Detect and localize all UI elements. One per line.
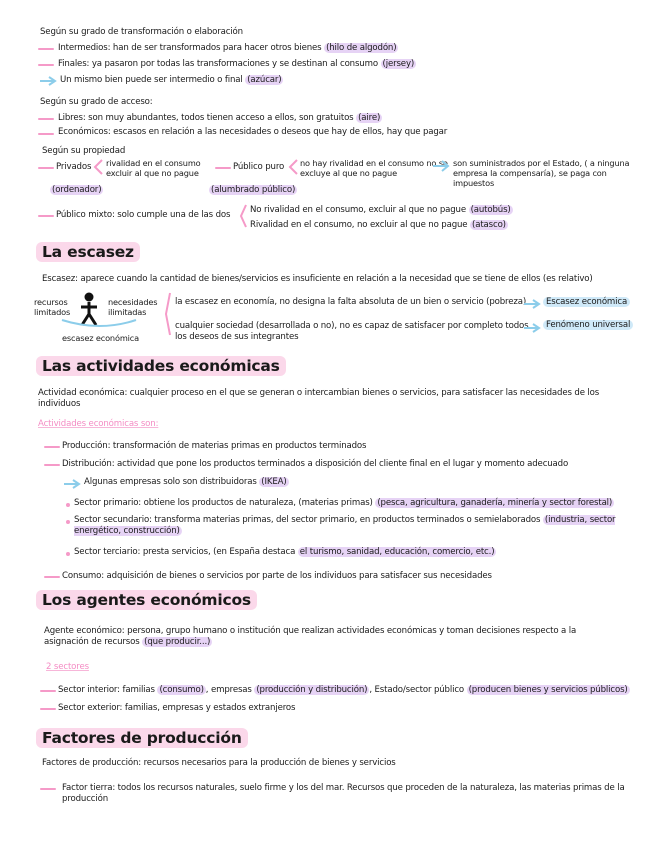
label-privados: Privados xyxy=(56,162,92,172)
actividades-subheading: Actividades económicas son: xyxy=(38,419,159,429)
item-sector-exterior: Sector exterior: familias, empresas y estados extranjeros xyxy=(58,703,296,713)
item-sector-interior: Sector interior: familias (consumo) , empresas (producción y distribución) , Estado/sector público (producen bienes y servicios públicos) xyxy=(58,685,628,695)
item-sector-primario: Sector primario: obtiene los productos de naturaleza, (materias primas) (pesca, agricultura, ganadería, minería y sector forestal) xyxy=(74,498,613,508)
section-title-acceso: Según su grado de acceso: xyxy=(40,97,153,107)
dash-bullet xyxy=(40,708,56,710)
arrow-icon xyxy=(524,299,542,309)
arrow-icon xyxy=(40,76,58,86)
dash-bullet xyxy=(44,446,60,448)
heading-agentes: Los agentes económicos xyxy=(36,590,257,610)
label-publico-mixto: Público mixto: solo cumple una de las dos xyxy=(56,210,231,220)
item-libres: Libres: son muy abundantes, todos tienen acceso a ellos, son gratuitos (aire) xyxy=(58,113,381,123)
brace-icon xyxy=(164,292,172,336)
item-algunas-empresas: Algunas empresas solo son distribuidoras (IKEA) xyxy=(84,477,287,487)
heading-actividades: Las actividades económicas xyxy=(36,356,286,376)
publico-desc: no hay rivalidad en el consumo no se excluye al que no pague xyxy=(300,158,448,178)
item-finales: Finales: ya pasaron por todas las transformaciones y se destinan al consumo (jersey) xyxy=(58,59,415,69)
escasez-definition: Escasez: aparece cuando la cantidad de bienes/servicios es insuficiente en relación a la necesidad que se tiene de ellos (es relativo) xyxy=(42,274,593,284)
brace-icon xyxy=(238,204,248,228)
arrow-icon xyxy=(64,479,82,489)
brace-icon xyxy=(92,159,104,175)
escasez-linea2: cualquier sociedad (desarrollada o no), no es capaz de satisfacer por completo todos los deseos de sus integrantes xyxy=(175,321,529,342)
tag-fenomeno-universal: Fenómeno universal xyxy=(543,320,633,331)
privados-example: (ordenador) xyxy=(52,185,102,195)
dot-bullet xyxy=(66,503,70,507)
item-consumo: Consumo: adquisición de bienes o servicios por parte de los individuos para satisfacer sus necesidades xyxy=(62,571,492,581)
mixto-a: No rivalidad en el consumo, excluir al que no pague (autobús) xyxy=(250,205,511,215)
arrow-icon xyxy=(524,323,542,333)
dash-bullet xyxy=(215,167,231,169)
publico-note: son suministrados por el Estado, ( a ninguna empresa la compensaría), se paga con impuestos xyxy=(453,158,630,188)
item-economicos: Económicos: escasos en relación a las necesidades o deseos que hay de ellos, hay que pagar xyxy=(58,127,448,137)
dot-bullet xyxy=(66,552,70,556)
agentes-subheading: 2 sectores xyxy=(46,662,89,672)
dash-bullet xyxy=(44,464,60,466)
heading-escasez: La escasez xyxy=(36,242,140,262)
section-title-grado: Según su grado de transformación o elaboración xyxy=(40,27,243,37)
dash-bullet xyxy=(40,788,56,790)
factores-definition: Factores de producción: recursos necesarios para la producción de bienes y servicios xyxy=(42,758,396,768)
item-sector-secundario: Sector secundario: transforma materias primas, del sector primario, en productos terminados o semielaborados (industria, sector energético, construcción) xyxy=(74,515,616,536)
actividades-definition: Actividad económica: cualquier proceso en el que se generan o intercambian bienes o servicios, para satisfacer las necesidades de los individuos xyxy=(38,388,600,409)
dash-bullet xyxy=(40,690,56,692)
item-factor-tierra: Factor tierra: todos los recursos naturales, suelo firme y los del mar. Recursos que proceden de la naturaleza, las materias primas de la producción xyxy=(62,783,625,804)
item-sector-terciario: Sector terciario: presta servicios, (en España destaca el turismo, sanidad, educación, comercio, etc.) xyxy=(74,547,495,557)
dot-bullet xyxy=(66,520,70,524)
item-mismo-bien: Un mismo bien puede ser intermedio o final (azúcar) xyxy=(60,75,282,85)
dash-bullet xyxy=(38,48,54,50)
section-title-propiedad: Según su propiedad xyxy=(42,146,126,156)
mixto-b: Rivalidad en el consumo, no excluir al que no pague (atasco) xyxy=(250,220,506,230)
agentes-definition: Agente económico: persona, grupo humano o institución que realizan actividades económicas y toman decisiones respecto a la asignación de recursos (que producir...) xyxy=(44,626,577,647)
item-intermedios: Intermedios: han de ser transformados para hacer otros bienes (hilo de algodón) xyxy=(58,43,397,53)
privados-desc: rivalidad en el consumo excluir al que no pague xyxy=(106,158,201,178)
dash-bullet xyxy=(44,576,60,578)
publico-example: (alumbrado público) xyxy=(211,185,296,195)
item-distribucion: Distribución: actividad que pone los productos terminados a disposición del cliente final en el lugar y momento adecuado xyxy=(62,459,569,469)
arrow-icon xyxy=(433,160,451,172)
dash-bullet xyxy=(38,118,54,120)
label-publico-puro: Público puro xyxy=(233,162,285,172)
escasez-linea1: la escasez en economía, no designa la falta absoluta de un bien o servicio (pobreza) xyxy=(175,297,527,307)
label-recursos: recursos limitados xyxy=(34,297,71,317)
label-escasez-economica: escasez económica xyxy=(62,333,139,343)
item-produccion: Producción: transformación de materias primas en productos terminados xyxy=(62,441,367,451)
curve-arrow-icon xyxy=(60,318,140,332)
dash-bullet xyxy=(38,64,54,66)
tag-escasez-economica: Escasez económica xyxy=(543,297,630,308)
dash-bullet xyxy=(38,167,54,169)
brace-icon xyxy=(287,159,299,175)
dash-bullet xyxy=(38,215,54,217)
dash-bullet xyxy=(38,133,54,135)
label-necesidades: necesidades ilimitadas xyxy=(108,297,158,317)
heading-factores: Factores de producción xyxy=(36,728,248,748)
